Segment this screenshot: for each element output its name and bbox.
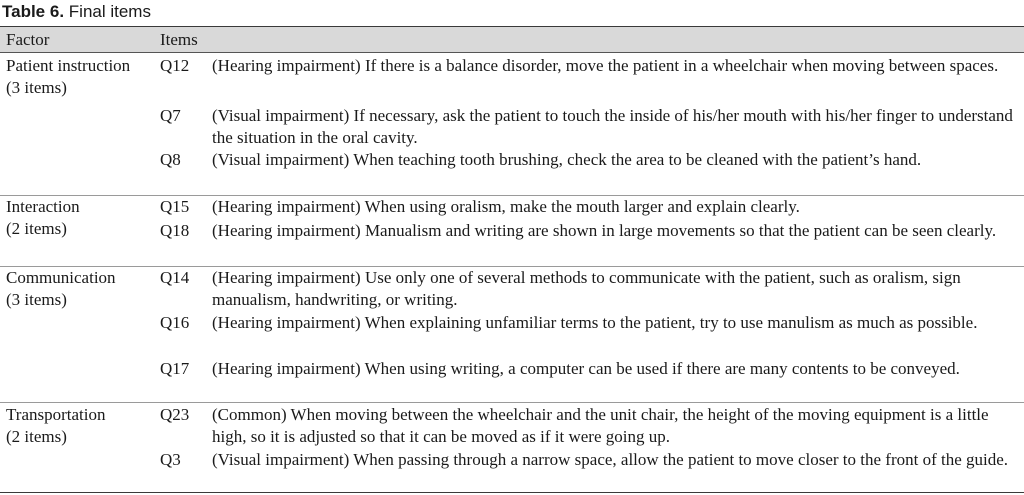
item-id: Q15 (160, 197, 190, 216)
item-text: (Visual impairment) When passing through a narrow space, allow the patient to move closer to the front of the guide. (212, 450, 1009, 469)
table-title: Final items (68, 2, 151, 21)
table-number: Table 6. (2, 2, 65, 21)
factor-patient-instruction (6, 55, 156, 99)
item-text: (Hearing impairment) When using oralism, make the mouth larger and explain clearly. (212, 197, 800, 216)
item-id: Q16 (160, 313, 190, 332)
item-id: Q8 (160, 150, 181, 169)
item-text: (Visual impairment) If necessary, ask the patient to touch the inside of his/her mouth with his/her finger to understand the situation in the oral cavity. (212, 106, 1013, 147)
item-id: Q14 (160, 268, 190, 287)
factor-item-count: (3 items) (6, 290, 67, 309)
factor-name: Communication (6, 268, 116, 287)
factor-name: Patient instruction (6, 56, 131, 75)
table-caption (2, 0, 151, 26)
item-text: (Hearing impairment) When using writing, a computer can be used if there are many contents to be conveyed. (212, 359, 960, 378)
factor-name: Transportation (6, 405, 106, 424)
item-id: Q17 (160, 359, 190, 378)
item-text: (Hearing impairment) Manualism and writing are shown in large movements so that the patient can be seen clearly. (212, 221, 997, 240)
group-separator (0, 402, 1024, 403)
factor-item-count: (2 items) (6, 219, 67, 238)
factor-communication (6, 267, 156, 311)
item-id: Q7 (160, 106, 181, 125)
factor-name: Interaction (6, 197, 80, 216)
factor-item-count: (2 items) (6, 427, 67, 446)
factor-transportation (6, 404, 156, 448)
table-header (0, 27, 1024, 53)
item-text: (Hearing impairment) If there is a balance disorder, move the patient in a wheelchair when moving between spaces. (212, 56, 999, 75)
item-text: (Common) When moving between the wheelchair and the unit chair, the height of the moving equipment is a little high, so it is adjusted so that it can be moved as if it were going up. (212, 405, 989, 446)
item-text: (Hearing impairment) Use only one of several methods to communicate with the patient, such as oralism, sign manualism, handwriting, or writing. (212, 268, 961, 309)
item-id: Q3 (160, 450, 181, 469)
item-id: Q18 (160, 221, 190, 240)
column-header-factor: Factor (6, 30, 50, 49)
item-id: Q23 (160, 405, 190, 424)
item-text: (Visual impairment) When teaching tooth brushing, check the area to be cleaned with the patient’s hand. (212, 150, 922, 169)
item-text: (Hearing impairment) When explaining unfamiliar terms to the patient, try to use manulism as much as possible. (212, 313, 978, 332)
factor-interaction (6, 196, 156, 240)
item-id: Q12 (160, 56, 190, 75)
bottom-rule (0, 492, 1024, 493)
column-header-items: Items (160, 30, 198, 49)
factor-item-count: (3 items) (6, 78, 67, 97)
